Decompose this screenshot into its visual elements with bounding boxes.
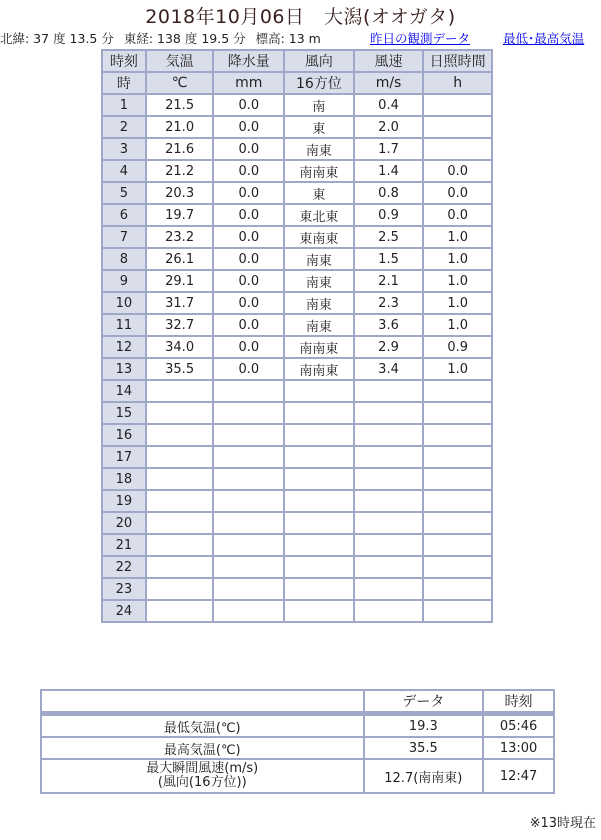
cell-precipitation: 0.0: [213, 314, 284, 336]
cell-hour: 4: [102, 160, 146, 182]
unit-sunshine: h: [423, 72, 492, 94]
header-precipitation: 降水量: [213, 50, 284, 72]
cell-sunshine: [423, 468, 492, 490]
cell-wind-speed: [354, 578, 424, 600]
cell-temperature: [146, 512, 214, 534]
cell-wind-speed: 1.7: [354, 138, 424, 160]
max-gust-value: 12.7(南南東): [364, 759, 484, 793]
cell-sunshine: [423, 534, 492, 556]
cell-wind-direction: [284, 556, 354, 578]
cell-temperature: 21.0: [146, 116, 214, 138]
cell-wind-speed: 3.6: [354, 314, 424, 336]
cell-temperature: 19.7: [146, 204, 214, 226]
yesterday-data-link[interactable]: 昨日の観測データ: [370, 31, 471, 46]
cell-wind-speed: [354, 380, 424, 402]
cell-precipitation: [213, 468, 284, 490]
cell-wind-direction: 南南東: [284, 336, 354, 358]
cell-wind-speed: [354, 446, 424, 468]
cell-temperature: [146, 380, 214, 402]
summary-header-data: データ: [364, 690, 484, 714]
cell-wind-direction: 南南東: [284, 358, 354, 380]
cell-temperature: [146, 534, 214, 556]
cell-wind-direction: 東南東: [284, 226, 354, 248]
cell-temperature: 29.1: [146, 270, 214, 292]
cell-sunshine: [423, 512, 492, 534]
cell-sunshine: 1.0: [423, 270, 492, 292]
cell-wind-speed: 2.3: [354, 292, 424, 314]
cell-temperature: 21.5: [146, 94, 214, 116]
table-row: [102, 424, 492, 446]
cell-temperature: 35.5: [146, 358, 214, 380]
unit-wind-speed: m/s: [354, 72, 424, 94]
cell-wind-speed: [354, 512, 424, 534]
header-row: [102, 50, 492, 72]
cell-sunshine: 0.0: [423, 182, 492, 204]
cell-hour: 23: [102, 578, 146, 600]
min-temp-value: 19.3: [364, 714, 484, 738]
cell-temperature: 20.3: [146, 182, 214, 204]
cell-hour: 21: [102, 534, 146, 556]
table-row: [102, 534, 492, 556]
cell-wind-direction: [284, 424, 354, 446]
cell-precipitation: 0.0: [213, 160, 284, 182]
cell-wind-direction: 東: [284, 116, 354, 138]
cell-temperature: 32.7: [146, 314, 214, 336]
cell-precipitation: [213, 534, 284, 556]
cell-hour: 7: [102, 226, 146, 248]
cell-hour: 8: [102, 248, 146, 270]
cell-wind-speed: [354, 600, 424, 622]
cell-wind-direction: [284, 600, 354, 622]
cell-temperature: 21.2: [146, 160, 214, 182]
cell-precipitation: [213, 380, 284, 402]
as-of-note: ※13時現在: [529, 816, 596, 831]
cell-wind-speed: [354, 534, 424, 556]
cell-wind-speed: [354, 424, 424, 446]
cell-hour: 9: [102, 270, 146, 292]
max-gust-time: 12:47: [483, 759, 554, 793]
hourly-observation-table: [101, 49, 493, 623]
cell-temperature: 34.0: [146, 336, 214, 358]
table-row: [102, 116, 492, 138]
summary-row-max-gust: [41, 759, 554, 793]
cell-sunshine: [423, 556, 492, 578]
cell-precipitation: 0.0: [213, 116, 284, 138]
cell-precipitation: [213, 490, 284, 512]
cell-wind-direction: [284, 512, 354, 534]
cell-hour: 1: [102, 94, 146, 116]
header-temperature: 気温: [146, 50, 214, 72]
cell-wind-direction: [284, 534, 354, 556]
cell-wind-direction: 南東: [284, 292, 354, 314]
table-row: [102, 446, 492, 468]
cell-sunshine: [423, 490, 492, 512]
cell-hour: 2: [102, 116, 146, 138]
table-row: [102, 138, 492, 160]
max-gust-label-line1: 最大瞬間風速(m/s): [146, 761, 259, 776]
summary-row-min-temp: [41, 714, 554, 738]
cell-sunshine: 0.0: [423, 160, 492, 182]
cell-temperature: [146, 556, 214, 578]
header-sunshine: 日照時間: [423, 50, 492, 72]
cell-temperature: 23.2: [146, 226, 214, 248]
unit-row: [102, 72, 492, 94]
cell-wind-direction: 南東: [284, 248, 354, 270]
cell-wind-speed: 1.5: [354, 248, 424, 270]
cell-wind-speed: [354, 556, 424, 578]
cell-wind-speed: 3.4: [354, 358, 424, 380]
table-row: [102, 556, 492, 578]
summary-header-time: 時刻: [483, 690, 554, 714]
station-info: [0, 29, 327, 47]
cell-sunshine: 1.0: [423, 314, 492, 336]
cell-hour: 10: [102, 292, 146, 314]
table-row: [102, 380, 492, 402]
table-row: [102, 468, 492, 490]
table-row: [102, 204, 492, 226]
cell-wind-direction: [284, 468, 354, 490]
cell-hour: 24: [102, 600, 146, 622]
cell-wind-speed: [354, 468, 424, 490]
max-gust-label-line2: (風向(16方位)): [157, 775, 247, 790]
cell-precipitation: [213, 512, 284, 534]
unit-temperature: ℃: [146, 72, 214, 94]
cell-precipitation: 0.0: [213, 204, 284, 226]
cell-temperature: 26.1: [146, 248, 214, 270]
cell-precipitation: 0.0: [213, 292, 284, 314]
cell-precipitation: 0.0: [213, 358, 284, 380]
cell-hour: 20: [102, 512, 146, 534]
cell-wind-direction: 南南東: [284, 160, 354, 182]
cell-hour: 14: [102, 380, 146, 402]
table-row: [102, 336, 492, 358]
cell-hour: 18: [102, 468, 146, 490]
cell-wind-speed: [354, 402, 424, 424]
cell-hour: 19: [102, 490, 146, 512]
cell-sunshine: [423, 380, 492, 402]
cell-wind-direction: 東北東: [284, 204, 354, 226]
cell-precipitation: [213, 556, 284, 578]
table-row: [102, 578, 492, 600]
cell-precipitation: [213, 402, 284, 424]
table-row: [102, 160, 492, 182]
cell-precipitation: 0.0: [213, 182, 284, 204]
cell-wind-direction: 南: [284, 94, 354, 116]
cell-sunshine: [423, 424, 492, 446]
cell-precipitation: [213, 600, 284, 622]
cell-precipitation: 0.0: [213, 94, 284, 116]
cell-sunshine: 1.0: [423, 248, 492, 270]
cell-temperature: 21.6: [146, 138, 214, 160]
cell-wind-speed: 2.1: [354, 270, 424, 292]
cell-temperature: [146, 424, 214, 446]
cell-precipitation: [213, 446, 284, 468]
cell-sunshine: 0.0: [423, 204, 492, 226]
cell-wind-direction: [284, 578, 354, 600]
cell-temperature: 31.7: [146, 292, 214, 314]
table-row: [102, 182, 492, 204]
cell-temperature: [146, 402, 214, 424]
table-row: [102, 270, 492, 292]
cell-wind-speed: 2.0: [354, 116, 424, 138]
latitude: 北緯: 37 度 13.5 分: [0, 31, 114, 46]
cell-temperature: [146, 600, 214, 622]
cell-sunshine: [423, 402, 492, 424]
cell-sunshine: [423, 138, 492, 160]
cell-temperature: [146, 578, 214, 600]
cell-sunshine: 1.0: [423, 226, 492, 248]
cell-hour: 3: [102, 138, 146, 160]
summary-header-row: [41, 690, 554, 714]
cell-wind-direction: [284, 402, 354, 424]
cell-wind-direction: [284, 380, 354, 402]
cell-sunshine: [423, 116, 492, 138]
cell-hour: 17: [102, 446, 146, 468]
min-temp-time: 05:46: [483, 714, 554, 738]
table-row: [102, 402, 492, 424]
min-temp-label: 最低気温(℃): [41, 714, 364, 738]
cell-precipitation: [213, 424, 284, 446]
cell-temperature: [146, 490, 214, 512]
unit-precipitation: mm: [213, 72, 284, 94]
table-row: [102, 512, 492, 534]
cell-hour: 5: [102, 182, 146, 204]
cell-sunshine: 0.9: [423, 336, 492, 358]
cell-hour: 13: [102, 358, 146, 380]
cell-wind-direction: [284, 446, 354, 468]
table-row: [102, 226, 492, 248]
max-temp-time: 13:00: [483, 737, 554, 759]
cell-wind-direction: 南東: [284, 138, 354, 160]
unit-wind-direction: 16方位: [284, 72, 354, 94]
page-title: 2018年10月06日 大潟(オオガタ): [145, 6, 456, 28]
table-row: [102, 358, 492, 380]
cell-temperature: [146, 468, 214, 490]
cell-precipitation: 0.0: [213, 248, 284, 270]
summary-row-max-temp: [41, 737, 554, 759]
cell-wind-direction: [284, 490, 354, 512]
cell-sunshine: 1.0: [423, 358, 492, 380]
max-temp-value: 35.5: [364, 737, 484, 759]
table-row: [102, 600, 492, 622]
cell-sunshine: [423, 600, 492, 622]
table-row: [102, 490, 492, 512]
cell-precipitation: 0.0: [213, 336, 284, 358]
cell-sunshine: [423, 578, 492, 600]
cell-wind-direction: 南東: [284, 270, 354, 292]
cell-hour: 11: [102, 314, 146, 336]
cell-temperature: [146, 446, 214, 468]
header-time: 時刻: [102, 50, 146, 72]
table-row: [102, 94, 492, 116]
summary-table: [40, 689, 555, 794]
cell-hour: 12: [102, 336, 146, 358]
cell-precipitation: 0.0: [213, 226, 284, 248]
cell-sunshine: 1.0: [423, 292, 492, 314]
max-gust-label: [41, 759, 364, 793]
cell-precipitation: [213, 578, 284, 600]
cell-wind-speed: 0.4: [354, 94, 424, 116]
table-row: [102, 314, 492, 336]
header-wind-direction: 風向: [284, 50, 354, 72]
cell-hour: 6: [102, 204, 146, 226]
cell-wind-speed: 2.5: [354, 226, 424, 248]
table-row: [102, 292, 492, 314]
cell-hour: 22: [102, 556, 146, 578]
min-max-temp-link[interactable]: 最低･最高気温: [503, 31, 585, 46]
cell-sunshine: [423, 446, 492, 468]
summary-header-blank: [41, 690, 364, 714]
cell-precipitation: 0.0: [213, 270, 284, 292]
cell-hour: 16: [102, 424, 146, 446]
cell-wind-speed: 0.8: [354, 182, 424, 204]
header-wind-speed: 風速: [354, 50, 424, 72]
cell-wind-direction: 南東: [284, 314, 354, 336]
cell-wind-direction: 東: [284, 182, 354, 204]
longitude: 東経: 138 度 19.5 分: [123, 31, 246, 46]
table-row: [102, 248, 492, 270]
cell-wind-speed: 0.9: [354, 204, 424, 226]
cell-sunshine: [423, 94, 492, 116]
unit-time: 時: [102, 72, 146, 94]
elevation: 標高: 13 m: [255, 31, 321, 46]
cell-hour: 15: [102, 402, 146, 424]
cell-wind-speed: 1.4: [354, 160, 424, 182]
cell-precipitation: 0.0: [213, 138, 284, 160]
cell-wind-speed: [354, 490, 424, 512]
cell-wind-speed: 2.9: [354, 336, 424, 358]
max-temp-label: 最高気温(℃): [41, 737, 364, 759]
